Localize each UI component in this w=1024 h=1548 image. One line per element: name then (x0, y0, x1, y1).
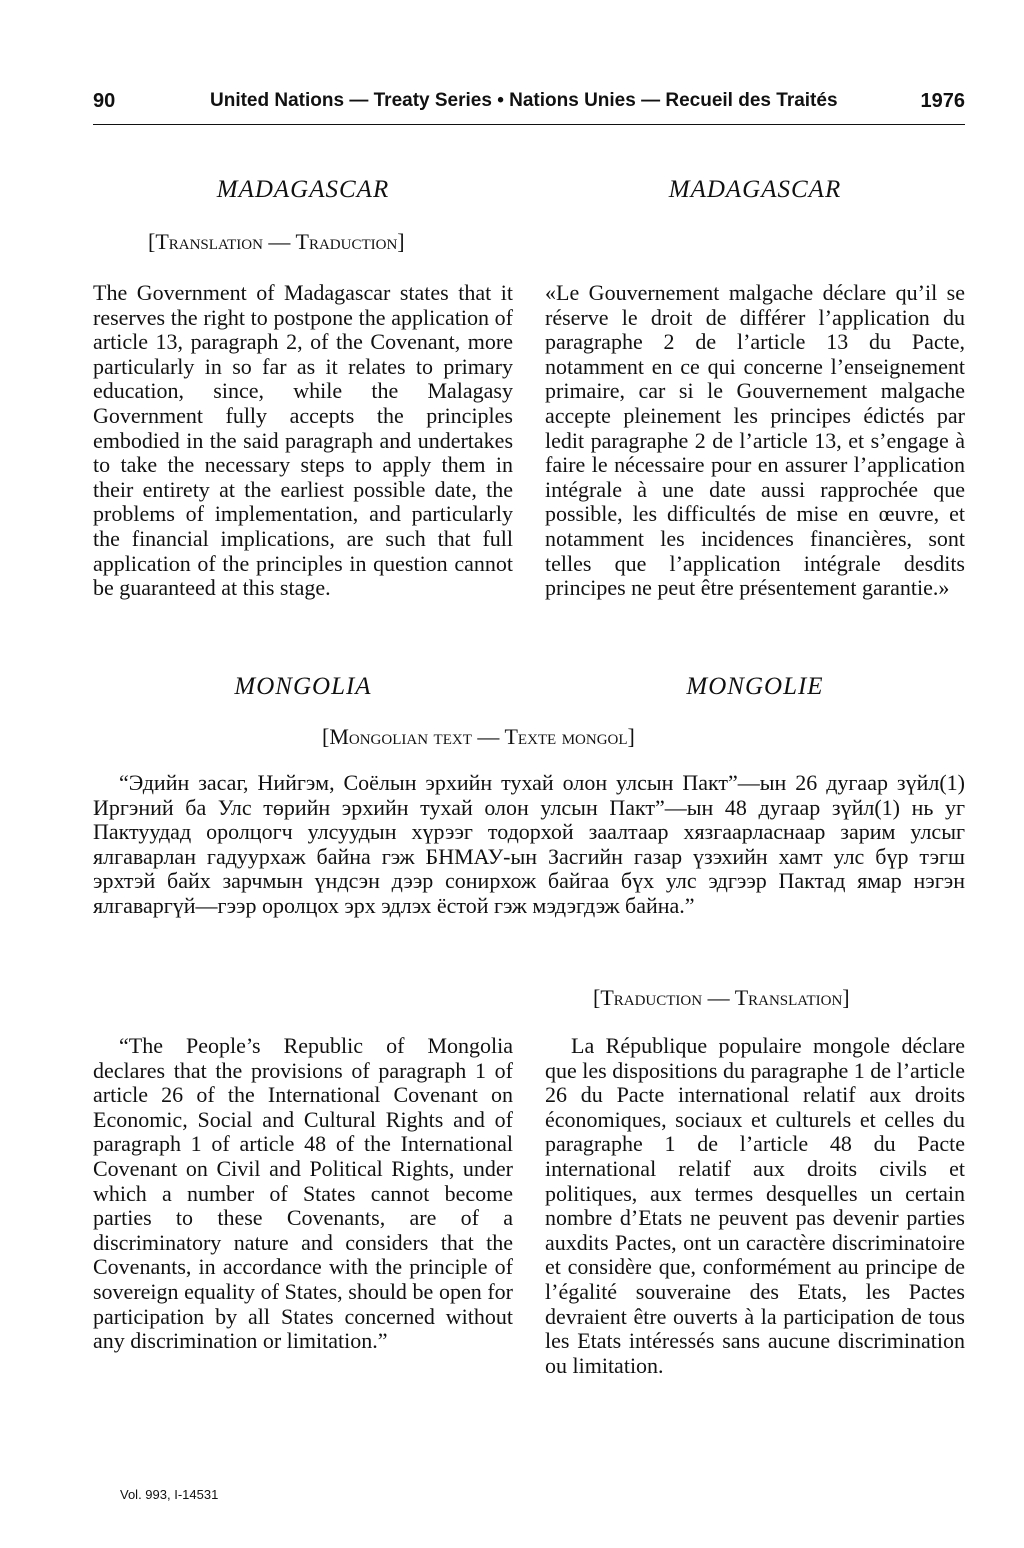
madagascar-title-en: MADAGASCAR (216, 176, 390, 203)
madagascar-text-fr: «Le Gouvernement malgache déclare qu’il se réserve le droit de différer l’application du paragraphe 2 de l’article 13 du Pacte, notamment en ce qui concerne l’enseignement primaire, car si le Gouvernement malgache accepte pleinement les principes édictés par ledit paragraphe 2 de l’article 13, et s’engage à faire le nécessaire pour en assurer l’application intégrale à une date aussi rapprochée que possible, les difficultés de mise en œuvre, et notamment les incidences financières, sont telles que l’application intégrale desdits principes ne peut être présentement garantie.» (545, 280, 965, 601)
madagascar-translation-note: [Translation — Traduction] (148, 229, 405, 254)
running-title: United Nations — Treaty Series • Nations Unies — Recueil des Traités (210, 90, 838, 111)
madagascar-text-en-column (93, 281, 513, 601)
page-number: 90 (93, 90, 116, 112)
mongolia-title-en: MONGOLIA (234, 673, 372, 700)
header-year: 1976 (920, 90, 965, 112)
mongolia-text-en: “The People’s Republic of Mongolia declares that the provisions of paragraph 1 of article 26 of the International Covenant on Economic, Social and Cultural Rights and of paragraph 1 of article 48 of the International Covenant on Civil and Political Rights, under which a number of States cannot become parties to these Covenants, are of a discriminatory nature and considers that the Covenants, in accordance with the principle of sovereign equality of States, should be open for participation by all States concerned without any discrimination or limitation.” (93, 1033, 513, 1354)
mongolian-text-note: [Mongolian text — Texte mongol] (322, 724, 635, 749)
mongolia-text-en-column (93, 1034, 513, 1354)
running-header (93, 88, 965, 125)
mongolia-title-fr: MONGOLIE (686, 673, 824, 700)
madagascar-text-en: The Government of Madagascar states that it reserves the right to postpone the application of article 13, paragraph 2, of the Covenant, more particularly in so far as it relates to primary education, since, while the Malagasy Government fully accepts the principles embodied in the said paragraph and undertakes to take the necessary steps to apply them in their entirety at the earliest possible date, the problems of implementation, and particularly the financial implications, are such that full application of the principles in question cannot be guaranteed at this stage. (93, 280, 513, 601)
mongolia-text-mongolian: “Эдийн засаг, Нийгэм, Соёлын эрхийн тухай олон улсын Пакт”—ын 26 дугаар зүйл(1) Иргэний ба Улс төрийн эрхийн тухай олон улсын Пакт”—ын 48 дугаар зүйл(1) нь уг Пактуудад оролцогч улсуудын хүрээг тодорхой заалтаар хязгаарласнаар зарим улсыг ялгаварлан гадуурхаж байна гэж БНМАУ-ын Засгийн газар үзэхийн хамт улс бүр тэгш эрхтэй байх зарчмын үндсэн дээр сонирхож байгаа бүх улс эдгээр Пактад ямар нэгэн ялгаваргүй—гээр оролцох эрх эдлэх ёстой гэж мэдэгдэж байна.” (93, 770, 965, 918)
mongolia-text-fr: La République populaire mongole déclare que les dispositions du paragraphe 1 de l’article 26 du Pacte international relatif aux droits économiques, sociaux et culturels et celles du paragraphe 1 de l’article 48 du Pacte international relatif aux droits civils et politiques, aux termes desquelles un certain nombre d’Etats ne peuvent pas devenir parties auxdits Pactes, ont un caractère discriminatoire et considère que, conformément au principe de l’égalité souveraine des Etats, les Pactes devraient être ouverts à la participation de tous les Etats intéressés sans aucune discrimination ou limitation. (545, 1033, 965, 1378)
mongolia-translation-note: [Traduction — Translation] (593, 985, 850, 1010)
mongolia-text-fr-column (545, 1034, 965, 1378)
volume-reference: Vol. 993, I-14531 (120, 1487, 219, 1502)
madagascar-title-fr: MADAGASCAR (668, 176, 842, 203)
madagascar-text-fr-column (545, 281, 965, 601)
